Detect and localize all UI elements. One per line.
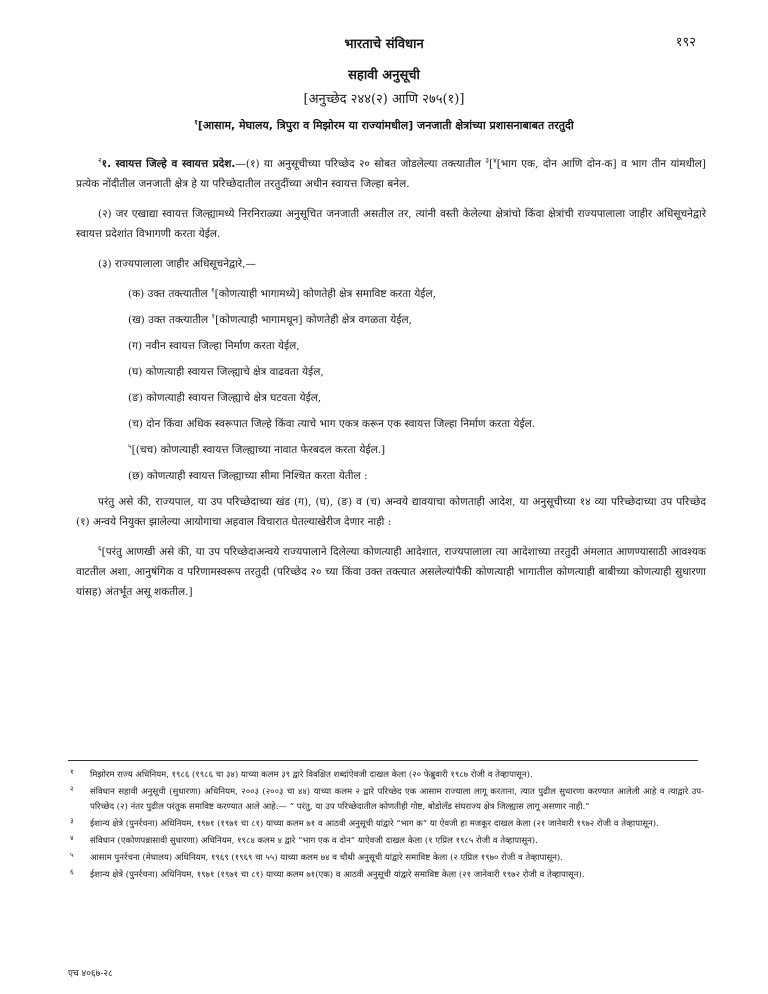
footnote-divider: [68, 760, 698, 761]
section-heading: स्वायत्त जिल्हे व स्वायत्त प्रदेश.: [115, 158, 236, 170]
footnote-marker: १: [210, 286, 215, 295]
paragraph-text: [भाग एक, दोन आणि दोन-क] व भाग तीन यांमधील] प्रत्येक नोंदीतील जनजाती क्षेत्र हे या परिच्छेदातील तरतुदींच्या अधीन स्वायत्त जिल्हा बनेल.: [76, 158, 706, 190]
sub-item-text: कोणत्याही स्वायत्त जिल्ह्याचे क्षेत्र घटवता येईल,: [146, 392, 322, 404]
footnote-number: ३: [70, 817, 74, 825]
proviso-text: [परंतु आणखी असे की, या उप परिच्छेदाअन्वये राज्यपालाने दिलेल्या कोणत्याही आदेशात, राज्यपालाला त्या आदेशाच्या तरतुदी अंमलात आणण्यासाठी आवश्यक वाटतील अशा, आनुषंगिक व परिणामस्वरूप तरतुदी (परिच्छेद २० च्या किंवा उक्त तक्त्यात असलेल्यांपैकी कोणत्याही भागातील कोणत्याही बाबीच्या कोणत्याही सुधारणा यांसह) अंतर्भूत असू शकतील.]: [76, 546, 706, 598]
footnote-marker: १: [194, 118, 198, 127]
sub-item-text: [कोणत्याही भागामध्ये] कोणतेही क्षेत्र समाविष्ट करता येईल,: [214, 288, 436, 300]
sub-item: [128, 310, 706, 330]
sub-item-text: कोणत्याही स्वायत्त जिल्ह्याचे क्षेत्र वाढवता येईल,: [145, 366, 324, 378]
sub-item-label: (घ): [128, 366, 143, 378]
sub-item-label: (क): [128, 288, 145, 300]
section-number: १.: [101, 158, 112, 170]
sub-item: [128, 336, 706, 356]
footnote-number: ४: [70, 834, 74, 842]
sub-item-label: (ङ): [128, 392, 143, 404]
sub-item: [128, 388, 706, 408]
sub-item-label: (च): [128, 418, 143, 430]
footnotes: [68, 768, 704, 885]
article-reference: [अनुच्छेद २४४(२) आणि २७५(१)]: [303, 92, 465, 107]
footnote-marker: ३: [485, 156, 489, 165]
footnote-number: ५: [70, 851, 74, 859]
paragraph-2: (२) जर एखाद्या स्वायत्त जिल्ह्यामध्ये निरनिराळ्या अनुसूचित जनजाती असतील तर, त्यांनी वस्ती केलेल्या क्षेत्रांचो किंवा क्षेत्रांची राज्यपालाला जाहीर अधिसूचनेद्वारे स्वायत्त प्रदेशांत विभागणी करता येईल.: [76, 208, 706, 240]
sub-item-text: कोणत्याही स्वायत्त जिल्ह्याच्या सीमा निश्चित करता येतील :: [146, 470, 368, 482]
paragraph-1: [76, 154, 706, 194]
print-code: एच ४०६७-२८: [68, 969, 113, 979]
footnote: [68, 768, 704, 783]
proviso-1: परंतु असे की, राज्यपाल, या उप परिच्छेदाच्या खंड (ग), (घ), (ङ) व (च) अन्वये द्यावयाचा कोणताही आदेश, या अनुसूचीच्या १४ व्या परिच्छेदाच्या उप परिच्छेद (१) अन्वये नियुक्त झालेल्या आयोगाचा अहवाल विचारात घेतल्याखेरीज देणार नाही :: [76, 496, 706, 528]
footnote: [68, 785, 704, 815]
sub-item-label: (ख): [128, 314, 145, 326]
footnote-text: मिझोरम राज्य अधिनियम, १९८६ (१९८६ चा ३४) याच्या कलम ३९ द्वारे विवक्षित शब्दांऐवजी दाखल केला (२० फेब्रुवारी १९८७ रोजी व तेव्हापासून).: [90, 770, 533, 780]
footnote-marker: ६: [98, 544, 102, 553]
footnote-number: ६: [70, 868, 74, 876]
footnote-text: संविधान सहावी अनुसूची (सुधारणा) अधिनियम, २००३ (२००३ चा ४४) याच्या कलम २ द्वारे परिच्छेद एक आसाम राज्याला लागू करताना, त्यात पुढील सुधारणा करण्यात आलेली आहे व त्याद्वारे उप-परिच्छेद (२) नंतर पुढील परंतुक समाविष्ट करण्यात आले आहे:— “ परंतु, या उप परिच्छेदातील कोणतीही गोष्ट, बोडोलँड संघराज्य क्षेत्र जिल्ह्यास लागू असणार नाही.”: [90, 787, 704, 812]
subject-heading: [0, 118, 768, 133]
sub-item-text: [(चच) कोणत्याही स्वायत्त जिल्ह्याच्या नावात फेरबदल करता येईल.]: [131, 444, 386, 456]
sub-item: [128, 440, 706, 460]
footnote-text: संविधान (एकोणपन्नासावी सुधारणा) अधिनियम, १९८४ कलम ४ द्वारे “भाग एक व दोन” याऐवजी दाखल केला (१ एप्रिल १९८५ रोजी व तेव्हापासून).: [90, 836, 538, 846]
footnote-number: २: [70, 785, 74, 793]
proviso-2: [76, 542, 706, 602]
sub-item-text: उक्त तक्त्यातील: [147, 288, 211, 300]
sub-item-text: दोन किंवा अधिक स्वरूपात जिल्हे किंवा त्याचे भाग एकत्र करून एक स्वायत्त जिल्हा निर्माण करता येईल.: [146, 418, 536, 430]
footnote-marker: १: [211, 312, 216, 321]
sub-item-text: नवीन स्वायत्त जिल्हा निर्माण करता येईल,: [145, 340, 300, 352]
paragraph-3-intro: (३) राज्यपालाला जाहीर अधिसूचनेद्वारे,—: [98, 258, 256, 270]
running-title: भारताचे संविधान: [344, 37, 424, 52]
sub-item-text: [कोणत्याही भागामधून] कोणतेही क्षेत्र वगळता येईल,: [215, 314, 412, 326]
subject-text: [आसाम, मेघालय, त्रिपुरा व मिझोरम या राज्यांमधील] जनजाती क्षेत्रांच्या प्रशासनाबाबत तरतुदी: [197, 119, 574, 132]
footnote: [68, 834, 704, 849]
footnote-marker: २: [98, 156, 102, 165]
footnote-text: ईशान्य क्षेत्रे (पुनर्रचना) अधिनियम, १९७१ (१९७१ चा ८१) याच्या कलम ७१(एक) व आठवी अनुसूची यांद्वारे समाविष्ट केला (२१ जानेवारी १९७२ रोजी व तेव्हापासून).: [90, 870, 585, 880]
footnote-marker: ५: [128, 442, 132, 451]
paragraph-text: —(१) या अनुसूचीच्या परिच्छेद २० सोबत जोडलेल्या तक्त्यातील: [235, 158, 486, 170]
sub-item: [128, 414, 706, 434]
footnote-number: १: [70, 768, 74, 776]
sub-item: [128, 362, 706, 382]
body-text: [76, 154, 706, 612]
sub-item: [128, 284, 706, 304]
sub-item-list: [76, 284, 706, 486]
footnote: [68, 817, 704, 832]
schedule-title: सहावी अनुसूची: [348, 68, 420, 83]
footnote-text: आसाम पुनर्रचना (मेघालय) अधिनियम, १९६९ (१९६९ चा ५५) याच्या कलम ७४ व चौथी अनुसूची यांद्वारे समाविष्ट केला (२ एप्रिल १९७० रोजी व तेव्हापासून).: [90, 853, 563, 863]
paragraph-text: [: [489, 158, 494, 170]
sub-item-label: (ग): [128, 340, 143, 352]
sub-item-text: उक्त तक्त्यातील: [148, 314, 212, 326]
footnote: [68, 851, 704, 866]
page-number: १९२: [675, 35, 696, 50]
sub-item-label: (छ): [128, 470, 144, 482]
sub-item: [128, 466, 706, 486]
footnote-marker: ४: [493, 156, 497, 165]
footnote: [68, 868, 704, 883]
footnote-text: ईशान्य क्षेत्रे (पुनर्रचना) अधिनियम, १९७१ (१९७१ चा ८१) याच्या कलम ७१ व आठवी अनुसूची यांद्वारे “भाग क” या ऐवजी हा मजकूर दाखल केला (२१ जानेवारी १९७२ रोजी व तेव्हापासून).: [90, 819, 659, 829]
